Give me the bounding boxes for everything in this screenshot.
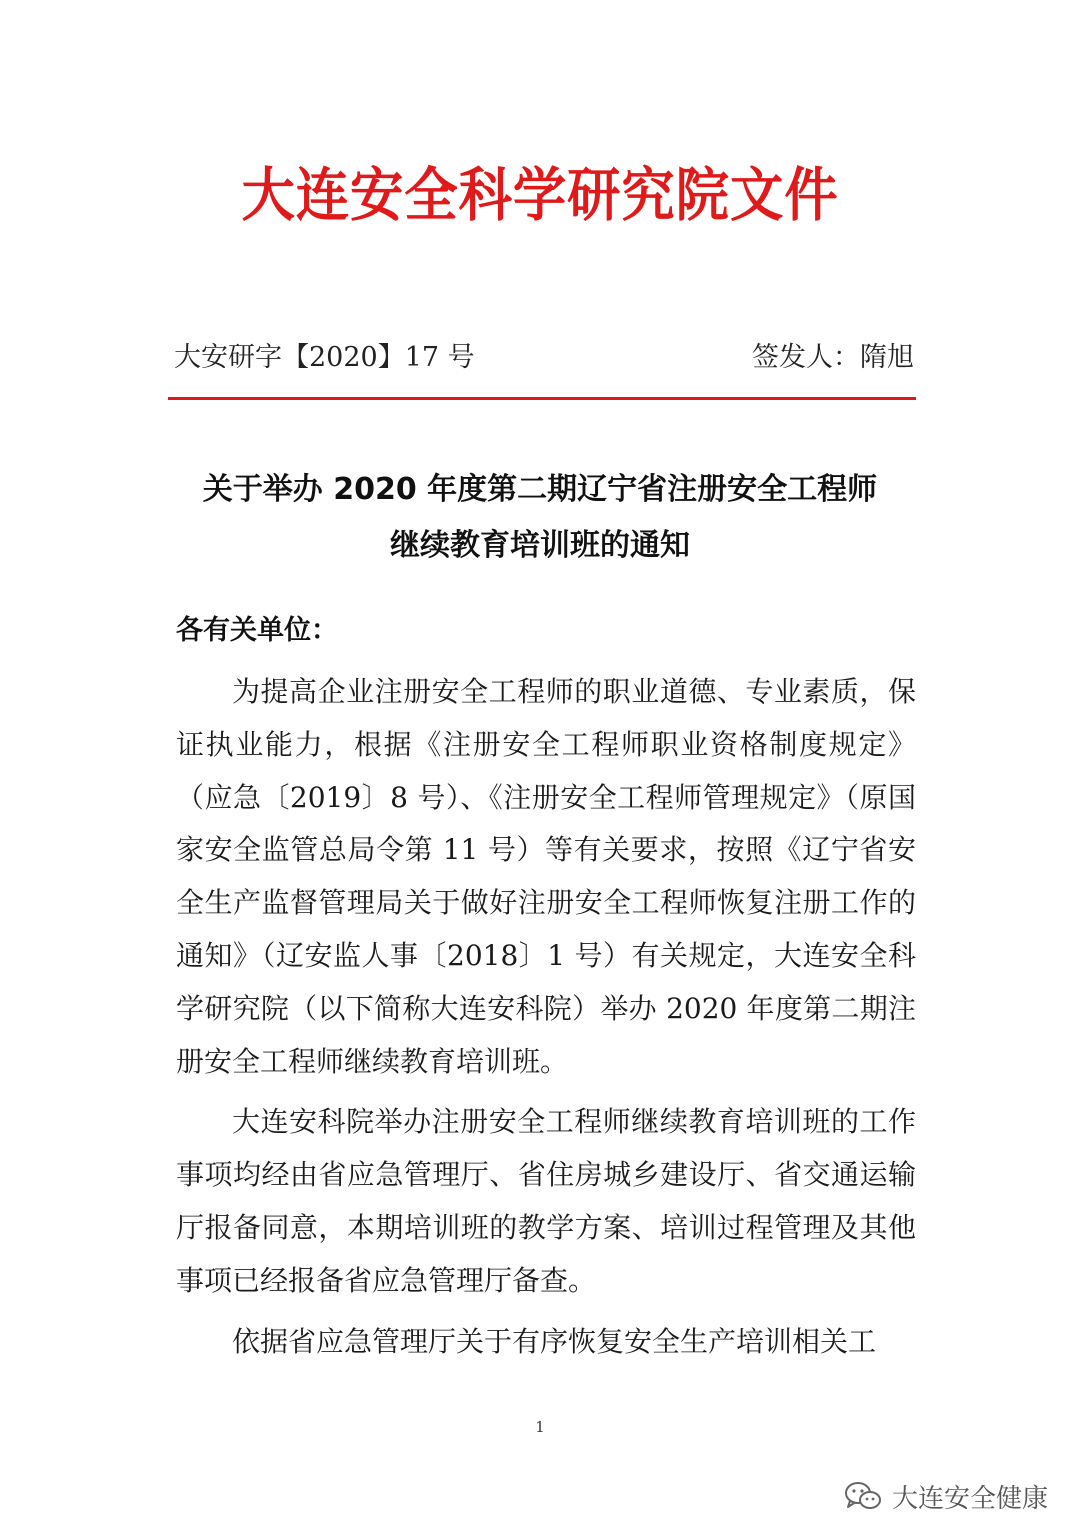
page-number: 1 xyxy=(535,1418,545,1436)
notice-title xyxy=(140,462,940,574)
paragraph: 大连安科院举办注册安全工程师继续教育培训班的工作事项均经由省应急管理厅、省住房城乡建设厅、省交通运输厅报备同意，本期培训班的教学方案、培训过程管理及其他事项已经报备省应急管理厅备查。 xyxy=(176,1105,916,1297)
wechat-icon xyxy=(844,1480,882,1512)
doc-number: 大安研字【2020】17 号 xyxy=(174,342,475,373)
paragraph: 为提高企业注册安全工程师的职业道德、专业素质，保证执业能力，根据《注册安全工程师职业资格制度规定》（应急〔2019〕8 号）、《注册安全工程师管理规定》（原国家安全监管总局令第 11 号）等有关要求，按照《辽宁省安全生产监督管理局关于做好注册安全工程师恢复注册工作的通知》（辽安监人事〔2018〕1 号）有关规定，大连安全科学研究院（以下简称大连安科院）举办 2020 年度第二期注册安全工程师继续教育培训班。 xyxy=(176,675,916,1078)
watermark xyxy=(844,1478,1048,1514)
body-text xyxy=(176,666,916,1376)
paragraph: 依据省应急管理厅关于有序恢复安全生产培训相关工 xyxy=(232,1324,877,1358)
org-title: 大连安全科学研究院文件 xyxy=(241,161,839,229)
salutation: 各有关单位： xyxy=(176,615,338,646)
notice-title-line-1: 关于举办 2020 年度第二期辽宁省注册安全工程师 xyxy=(202,472,878,507)
doc-signer: 签发人：隋旭 xyxy=(752,342,914,373)
notice-title-line-2: 继续教育培训班的通知 xyxy=(390,528,690,563)
red-divider xyxy=(168,397,916,400)
watermark-text: 大连安全健康 xyxy=(891,1483,1048,1514)
doc-meta xyxy=(174,335,914,379)
